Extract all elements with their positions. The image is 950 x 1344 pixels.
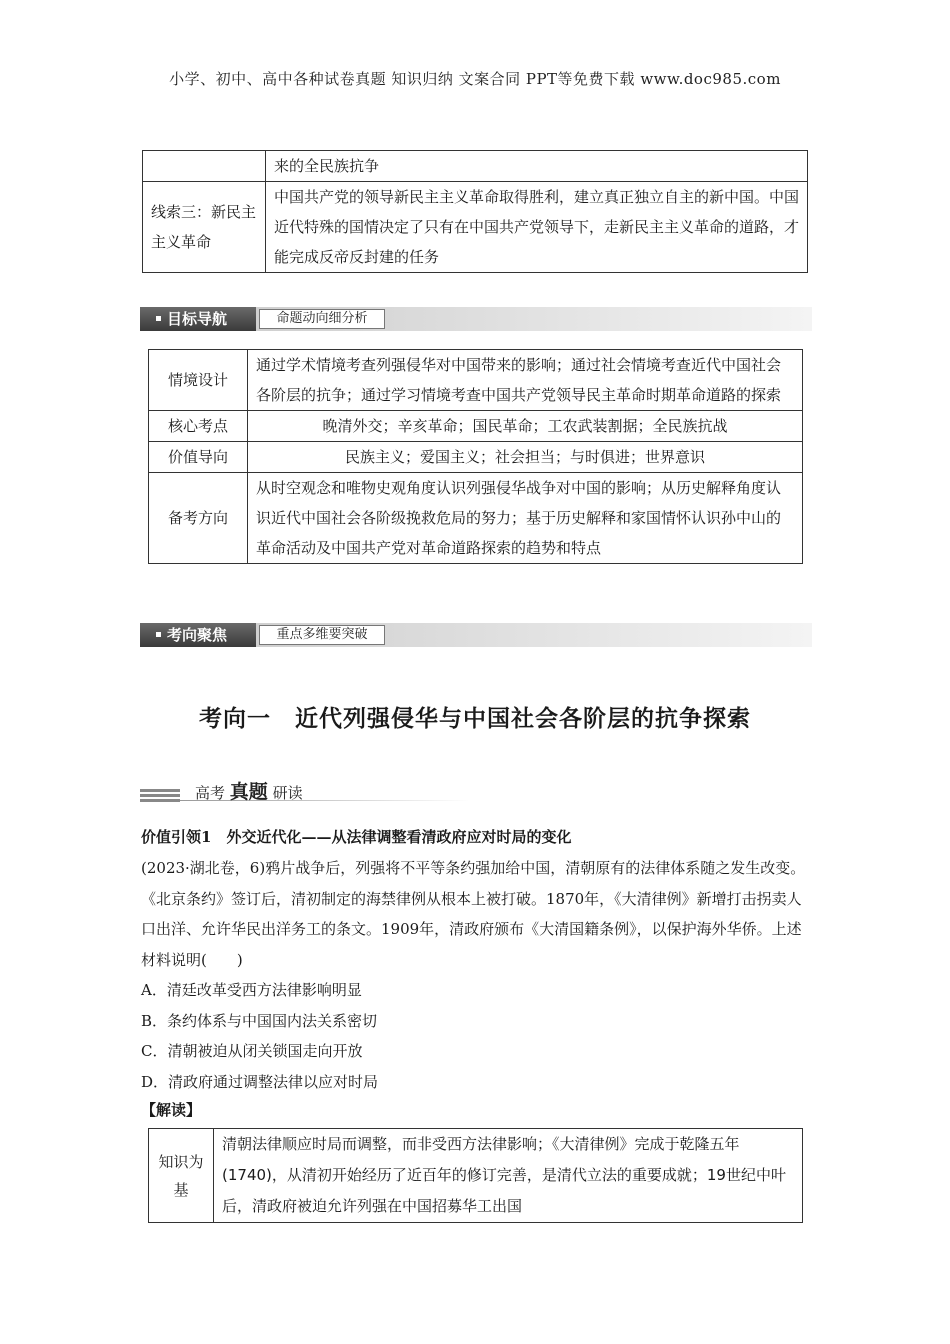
row-text: 从时空观念和唯物史观角度认识列强侵华战争对中国的影响；从历史解释角度认识近代中国社会各阶级挽救危局的努力；基于历史解释和家国情怀认识孙中山的革命活动及中国共产党对革命道路探索的趋势和特点 — [248, 473, 803, 564]
section-title: 考向一 近代列强侵华与中国社会各阶层的抗争探索 — [199, 706, 751, 732]
row-text: 晚清外交；辛亥革命；国民革命；工农武装割据；全民族抗战 — [248, 411, 803, 442]
options-list — [141, 975, 811, 1097]
row-label: 价值导向 — [149, 442, 248, 473]
option-a: A．清廷改革受西方法律影响明显 — [141, 981, 362, 999]
option-b: B．条约体系与中国国内法关系密切 — [141, 1011, 378, 1030]
row-text: 通过学术情境考查列强侵华对中国带来的影响；通过社会情境考查近代中国社会各阶层的抗争；通过学习情境考查中国共产党领导民主革命时期革命道路的探索 — [248, 350, 803, 411]
clue-three-text: 中国共产党的领导新民主主义革命取得胜利，建立真正独立自主的新中国。中国近代特殊的国情决定了只有在中国共产党领导下，走新民主主义革命的道路，才能完成反帝反封建的任务 — [266, 182, 808, 273]
question-stem: (2023·湖北卷，6)鸦片战争后，列强将不平等条约强加给中国，清朝原有的法律体系随之发生改变。《北京条约》签订后，清初制定的海禁律例从根本上被打破。1870年，《大清律例》新增打击拐卖人口出洋、允许华民出洋务工的条文。1909年，清政府颁布《大清国籍条例》，以保护海外华侨。上述材料说明( ) — [141, 859, 806, 969]
clue-table-text: 来的全民族抗争 — [266, 151, 808, 182]
focus-nav-subtitle: 重点多维要突破 — [259, 625, 385, 645]
value-lead: 价值引领1 外交近代化——从法律调整看清政府应对时局的变化 — [141, 828, 572, 846]
option-d: D．清政府通过调整法律以应对时局 — [141, 1072, 379, 1091]
square-bullet-icon — [156, 632, 161, 637]
square-bullet-icon — [156, 316, 161, 321]
target-nav-subtitle: 命题动向细分析 — [259, 309, 385, 329]
jiedu-label: 【解读】 — [141, 1101, 202, 1119]
option-c: C．清朝被迫从闭关锁国走向开放 — [141, 1042, 363, 1060]
clue-table-label-empty — [143, 151, 266, 182]
page-header: 小学、初中、高中各种试卷真题 知识归纳 文案合同 PPT等免费下载 www.doc985.com — [169, 70, 781, 88]
analysis-table — [148, 1128, 803, 1223]
row-label: 情境设计 — [149, 350, 248, 411]
gaokao-banner — [140, 781, 470, 803]
analysis-label: 知识为基 — [149, 1129, 214, 1223]
focus-nav-title: 考向聚焦 — [140, 623, 256, 647]
row-label: 备考方向 — [149, 473, 248, 564]
row-label: 核心考点 — [149, 411, 248, 442]
target-table — [148, 349, 803, 564]
gaokao-title: 高考 真题 研读 — [195, 781, 303, 803]
row-text: 民族主义；爱国主义；社会担当；与时俱进；世界意识 — [248, 442, 803, 473]
clue-three-label: 线索三：新民主主义革命 — [143, 182, 266, 273]
analysis-text: 清朝法律顺应时局而调整，而非受西方法律影响；《大清律例》完成于乾隆五年(1740)，从清初开始经历了近百年的修订完善，是清代立法的重要成就；19世纪中叶后，清政府被迫允许列强在中国招募华工出国 — [214, 1129, 803, 1223]
clue-table — [142, 150, 808, 273]
target-nav-title: 目标导航 — [140, 307, 256, 331]
